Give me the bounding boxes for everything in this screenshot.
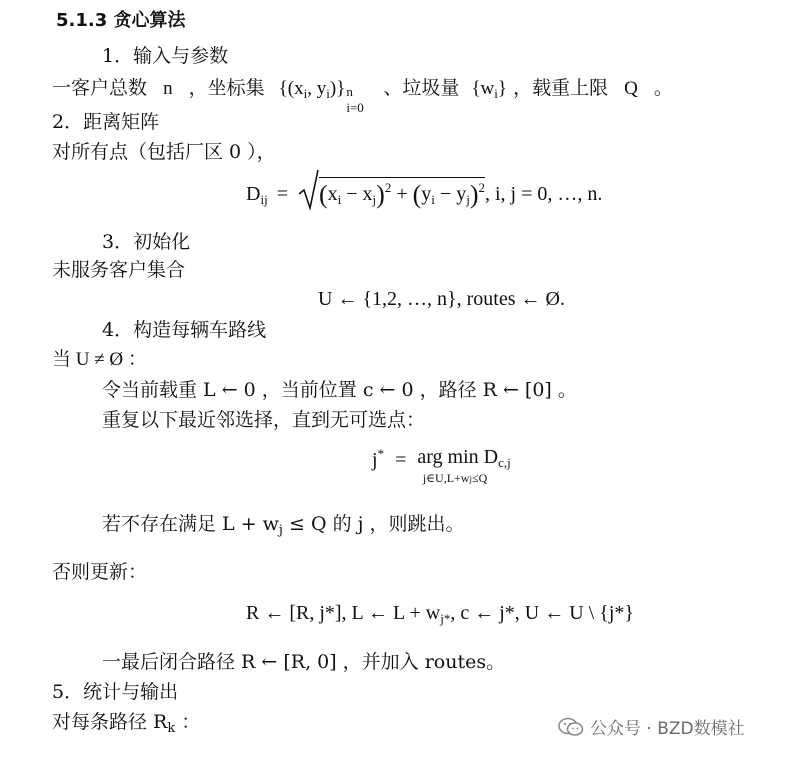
distance-formula: $D_{ij} = (x_i - x_j)^2 + (y_i - y_j)^2$, i, j = 0, …, n. [246, 168, 602, 212]
step4-close-line: 一最后闭合路径 R ← [R, 0] ，并加入 routes。 [102, 651, 506, 673]
step4-repeat-line: 重复以下最近邻选择，直到无可选点： [102, 409, 426, 431]
step3-desc: 未服务客户集合 [52, 259, 186, 281]
step4-else-line: 否则更新： [52, 561, 148, 583]
step2-title: 2．距离矩阵 [52, 111, 160, 133]
step1-params-line: 一客户总数 n ，坐标集 {($x_i$, $y_i$)} n i=0 、垃圾量 $\{w_i\}$ ，载重上限 Q 。 [52, 77, 673, 115]
watermark [558, 714, 745, 739]
wechat-icon [558, 717, 584, 737]
step4-init-line: 令当前载重 L ← 0 ，当前位置 c ← 0 ，路径 R ← [0] 。 [102, 379, 577, 401]
section-title: 5.1.3 贪心算法 [56, 10, 186, 31]
step4-title: 4．构造每辆车路线 [102, 319, 267, 341]
step5-title: 5．统计与输出 [52, 681, 179, 703]
radical-icon [297, 168, 319, 212]
update-formula: R ← [R, j*], L ← $L + w_{j*}$, c ← j*, U ← U \ {j*} [246, 602, 634, 626]
step5-desc: 对每条路径 $R_k$ ： [52, 711, 201, 736]
step4-break-line: 若不存在满足 $L + w_j \le Q$ 的 j ，则跳出。 [102, 513, 465, 538]
sqrt-symbol: $(x_i - x_j)^2 + (y_i - y_j)^2$ [297, 168, 485, 212]
step2-desc: 对所有点（包括厂区 0 ）， [52, 141, 276, 163]
step3-title: 3．初始化 [102, 231, 191, 253]
step1-title: 1．输入与参数 [102, 45, 229, 67]
argmin-formula: j* = arg $\min D_{c,j}$ j∈U,L+wj≤Q [372, 446, 511, 485]
init-formula: U ← {1,2, …, n}, routes ← Ø. [318, 288, 565, 310]
step4-while: 当 U ≠ Ø ： [52, 349, 147, 370]
watermark-text: 公众号 · BZD数模社 [590, 719, 745, 739]
